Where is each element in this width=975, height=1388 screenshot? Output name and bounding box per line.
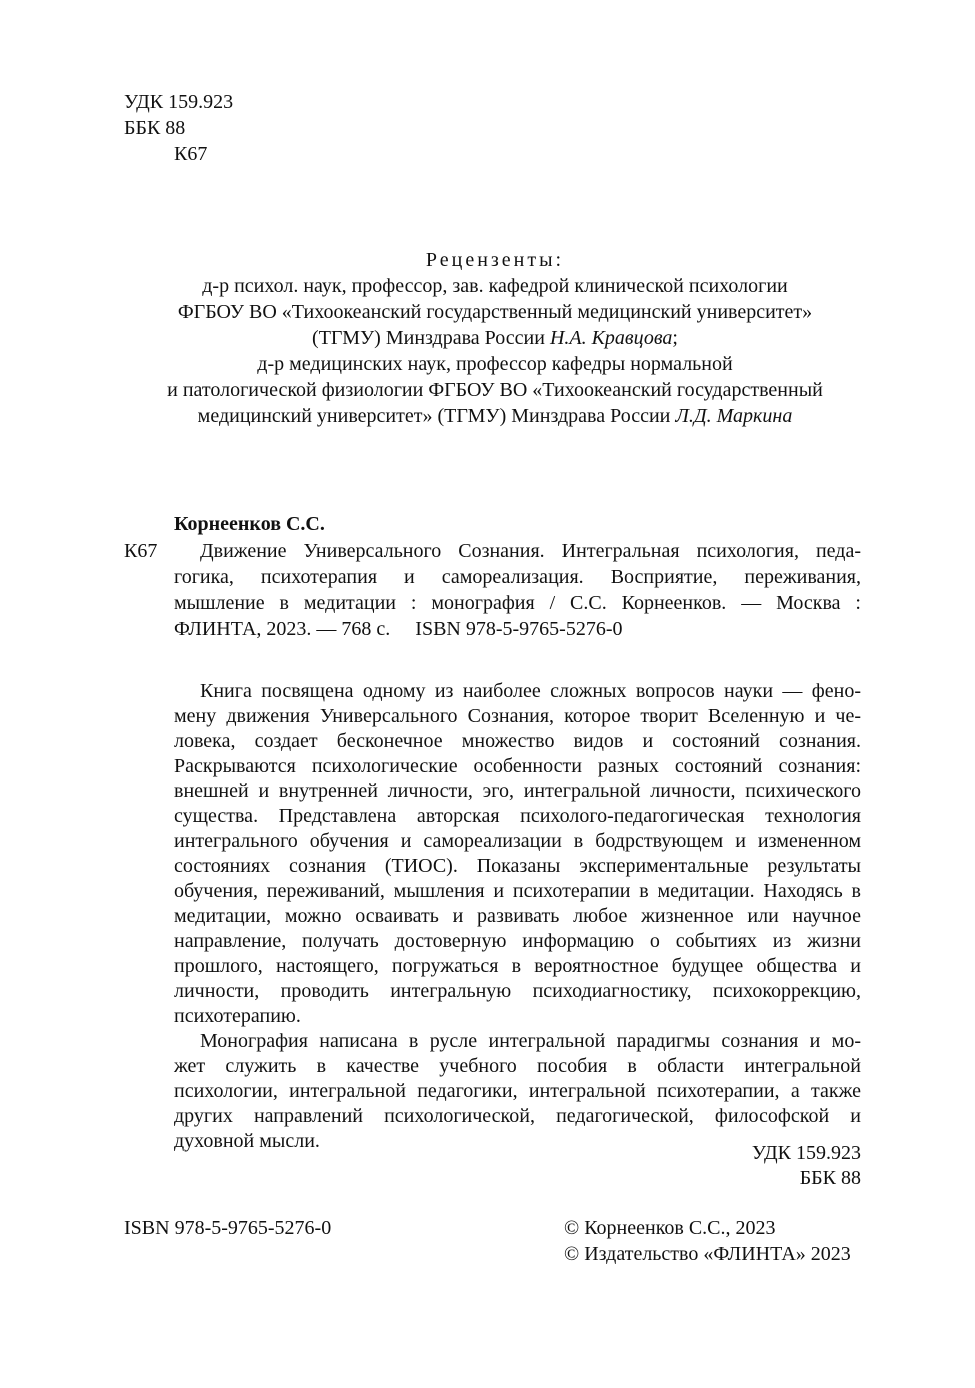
entry-line: мышление в медитации : монография / С.С. Корнеенков. — Москва : bbox=[174, 592, 861, 614]
abstract-line: направление, получать достоверную информацию о событиях из жизни bbox=[174, 930, 861, 952]
reviewers-line bbox=[100, 403, 890, 429]
abstract-line: психологии, интегральной педагогики, интегральной психотерапии, а также bbox=[174, 1080, 861, 1102]
abstract-line: духовной мысли. bbox=[174, 1130, 320, 1152]
abstract-line: психотерапию. bbox=[174, 1005, 301, 1027]
copyright-author: © Корнеенков С.С., 2023 bbox=[564, 1217, 776, 1239]
copyright-publisher: © Издательство «ФЛИНТА» 2023 bbox=[564, 1243, 851, 1265]
reviewers-line-text: (ТГМУ) Минздрава России bbox=[312, 327, 550, 349]
abstract-line: существа. Представлена авторская психолого-педагогическая технология bbox=[174, 805, 861, 827]
reviewers-line-text: медицинский университет» (ТГМУ) Минздрава России bbox=[197, 405, 676, 427]
abstract-line: медитации, можно осваивать и развивать любое жизненное или научное bbox=[174, 905, 861, 927]
author-code: К67 bbox=[174, 143, 208, 165]
reviewers-heading: Рецензенты: bbox=[425, 249, 565, 271]
bibliographic-entry bbox=[174, 538, 861, 642]
udk-code-bottom: УДК 159.923 bbox=[751, 1142, 861, 1164]
abstract-line: жет служить в качестве учебного пособия в области интегральной bbox=[174, 1055, 861, 1077]
entry-code: К67 bbox=[124, 540, 158, 562]
abstract-line: ловека, создает бесконечное множество видов и состояний сознания. bbox=[174, 730, 861, 752]
reviewers-line: д-р психол. наук, профессор, зав. кафедрой клинической психологии bbox=[202, 275, 788, 297]
entry-line: Движение Универсального Сознания. Интегральная психология, педа- bbox=[200, 540, 861, 562]
punctuation: ; bbox=[672, 327, 678, 349]
abstract-line: интегрального обучения и самореализации в бодрствующем и измененном bbox=[174, 830, 861, 852]
reviewers-line: д-р медицинских наук, профессор кафедры нормальной bbox=[257, 353, 733, 375]
udk-code: УДК 159.923 bbox=[124, 91, 234, 113]
abstract-line: Монография написана в русле интегральной парадигмы сознания и мо- bbox=[200, 1030, 861, 1052]
reviewers-block bbox=[100, 247, 890, 429]
isbn: ISBN 978-5-9765-5276-0 bbox=[124, 1217, 332, 1239]
bbk-code: ББК 88 bbox=[124, 117, 186, 139]
abstract-line: обучения, переживаний, мышления и психотерапии в медитации. Находясь в bbox=[174, 880, 861, 902]
reviewers-line bbox=[100, 325, 890, 351]
bbk-code-bottom: ББК 88 bbox=[799, 1167, 861, 1189]
abstract-line: состояниях сознания (ТИОС). Показаны экспериментальные результаты bbox=[174, 855, 861, 877]
reviewer-name: Н.А. Кравцова bbox=[549, 327, 673, 349]
entry-line: ФЛИНТА, 2023. — 768 с. ISBN 978-5-9765-5276-0 bbox=[174, 618, 623, 640]
reviewers-line: ФГБОУ ВО «Тихоокеанский государственный медицинский университет» bbox=[177, 301, 813, 323]
abstract-line: личности, проводить интегральную психодиагностику, психокоррекцию, bbox=[174, 980, 861, 1002]
abstract bbox=[174, 679, 861, 1154]
reviewer-name: Л.Д. Маркина bbox=[675, 405, 793, 427]
abstract-line: Раскрываются психологические особенности разных состояний сознания: bbox=[174, 755, 861, 777]
reviewers-line: и патологической физиологии ФГБОУ ВО «Тихоокеанский государственный bbox=[167, 379, 823, 401]
abstract-line: прошлого, настоящего, погружаться в вероятностное будущее общества и bbox=[174, 955, 861, 977]
abstract-line: мену движения Универсального Сознания, которое творит Вселенную и че- bbox=[174, 705, 861, 727]
abstract-line: других направлений психологической, педагогической, философской и bbox=[174, 1105, 861, 1127]
abstract-line: внешней и внутренней личности, эго, интегральной личности, психического bbox=[174, 780, 861, 802]
entry-line: гогика, психотерапия и самореализация. Восприятие, переживания, bbox=[174, 566, 861, 588]
abstract-line: Книга посвящена одному из наиболее сложных вопросов науки — фено- bbox=[200, 680, 861, 702]
author-name: Корнеенков С.С. bbox=[174, 513, 325, 535]
